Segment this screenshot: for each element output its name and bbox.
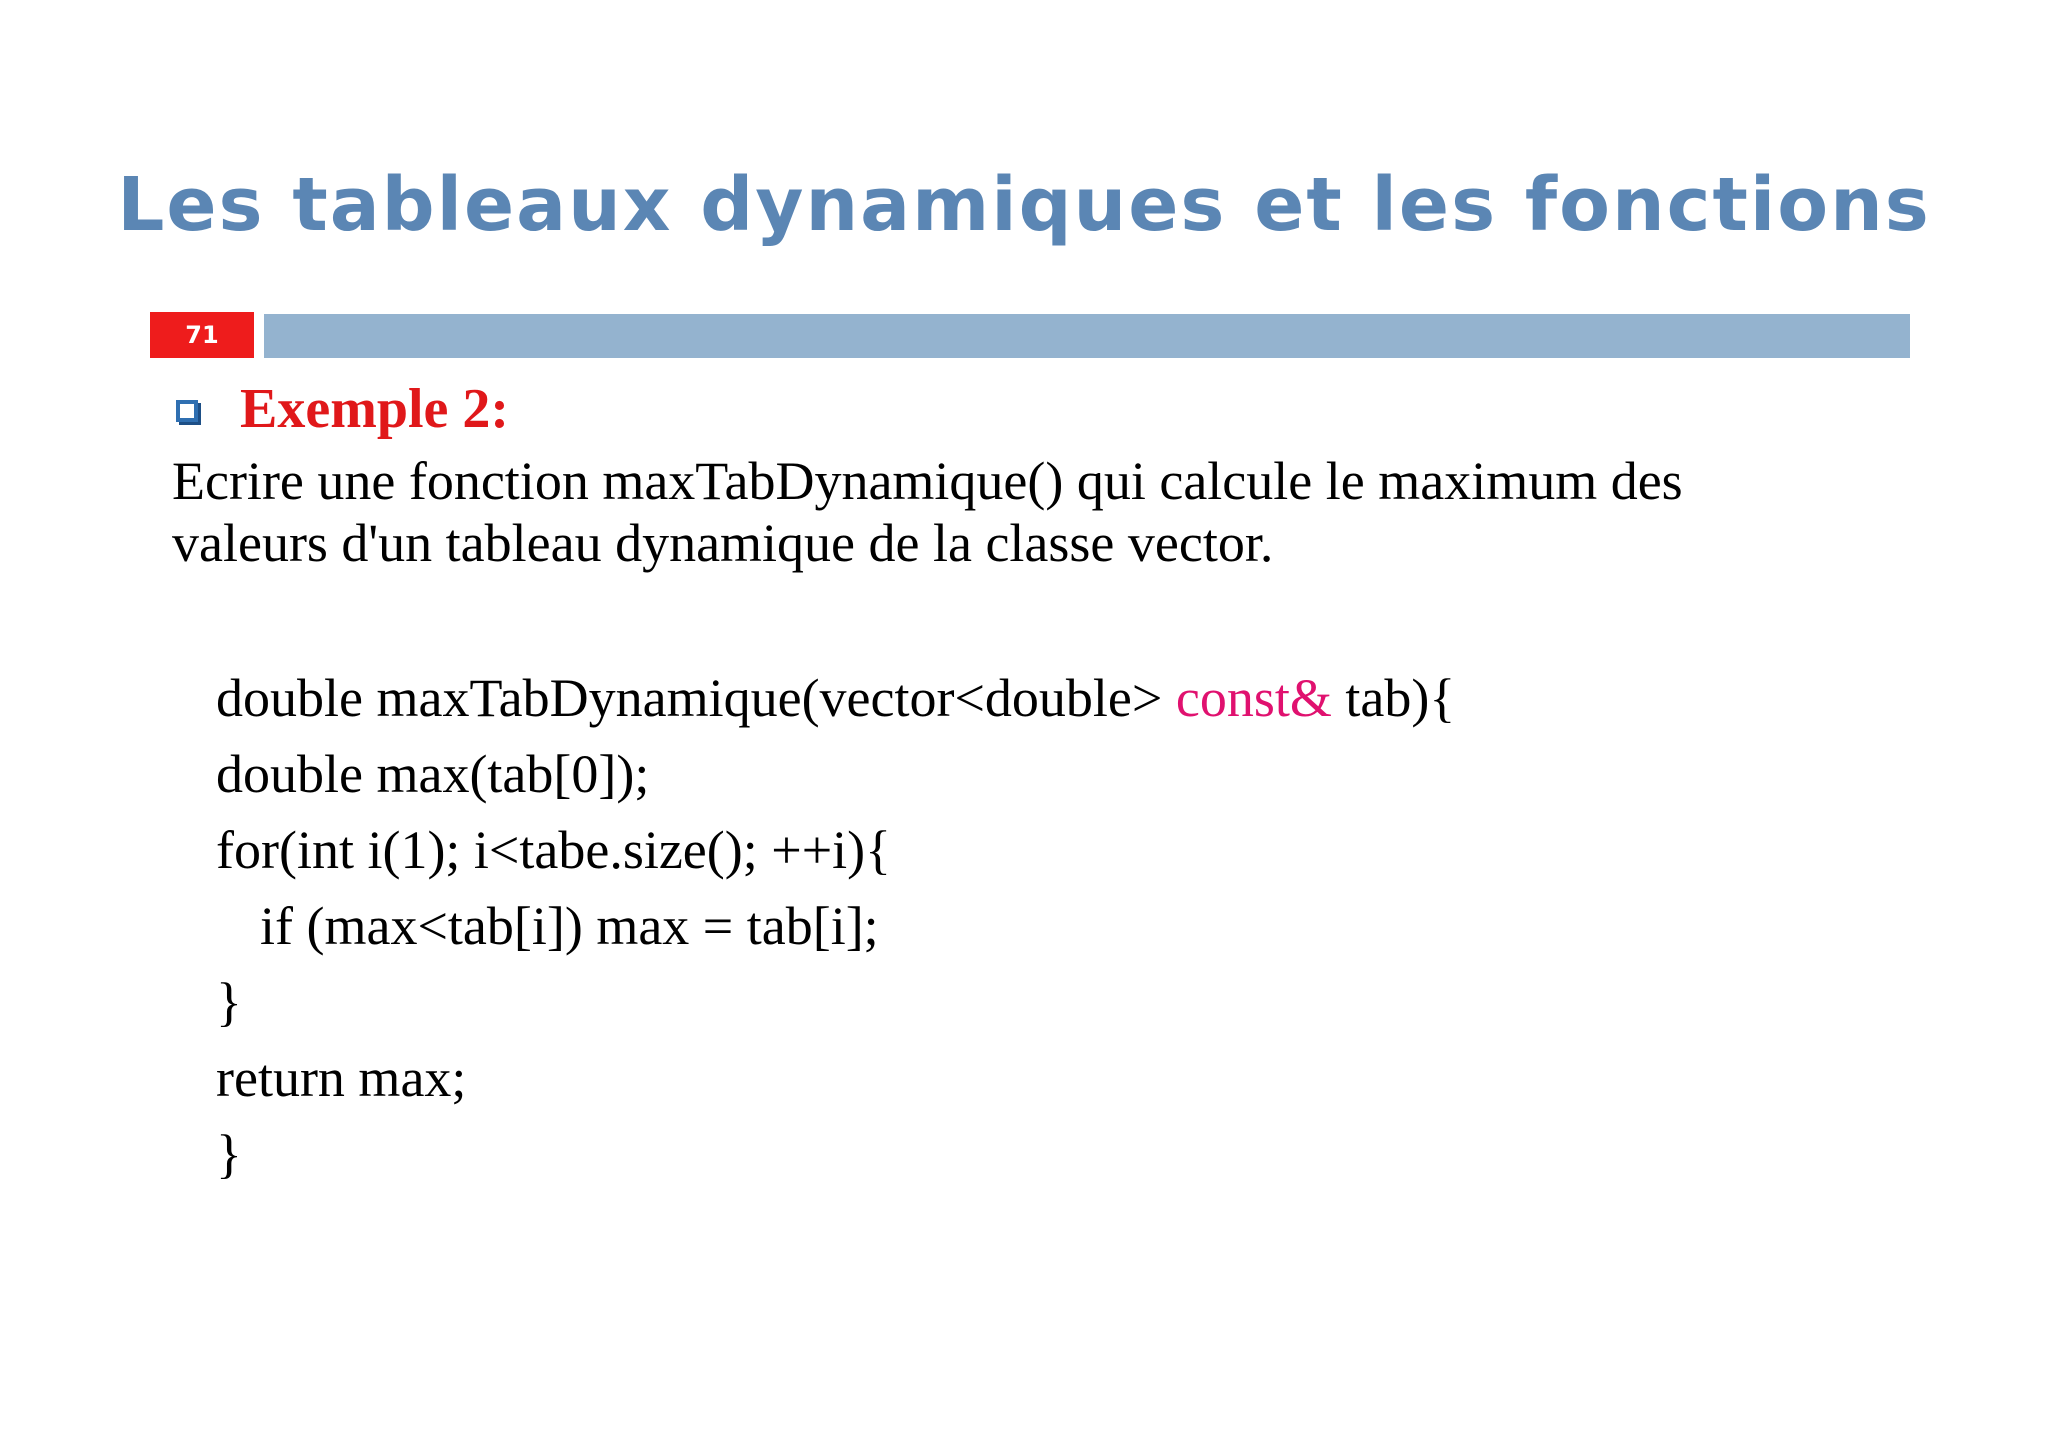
code-keyword-const-ref: const& [1175, 668, 1332, 728]
code-line-5: } [216, 972, 242, 1032]
bullet-heading-row [176, 374, 509, 444]
code-line-7: } [216, 1124, 242, 1184]
description-line-1: Ecrire une fonction maxTabDynamique() qui calcule le maximum des [172, 451, 1683, 511]
description-line-2: valeurs d'un tableau dynamique de la classe vector. [172, 513, 1274, 573]
code-line-4: if (max<tab[i]) max = tab[i]; [260, 896, 879, 956]
code-line-3: for(int i(1); i<tabe.size(); ++i){ [216, 820, 892, 880]
example-heading: Exemple 2: [240, 378, 510, 440]
title-divider-bar [264, 314, 1910, 358]
code-line-2: double max(tab[0]); [216, 744, 650, 804]
exercise-description [172, 450, 1952, 574]
slide-number-badge: 71 [150, 312, 254, 358]
code-block [216, 660, 1816, 1192]
code-line-6: return max; [216, 1048, 467, 1108]
code-line-1 [216, 660, 1816, 736]
code-text: tab){ [1331, 668, 1456, 728]
slide-title: Les tableaux dynamiques et les fonctions [117, 162, 1931, 248]
hollow-square-bullet-icon [176, 400, 198, 422]
code-text: double maxTabDynamique(vector<double> [216, 668, 1176, 728]
